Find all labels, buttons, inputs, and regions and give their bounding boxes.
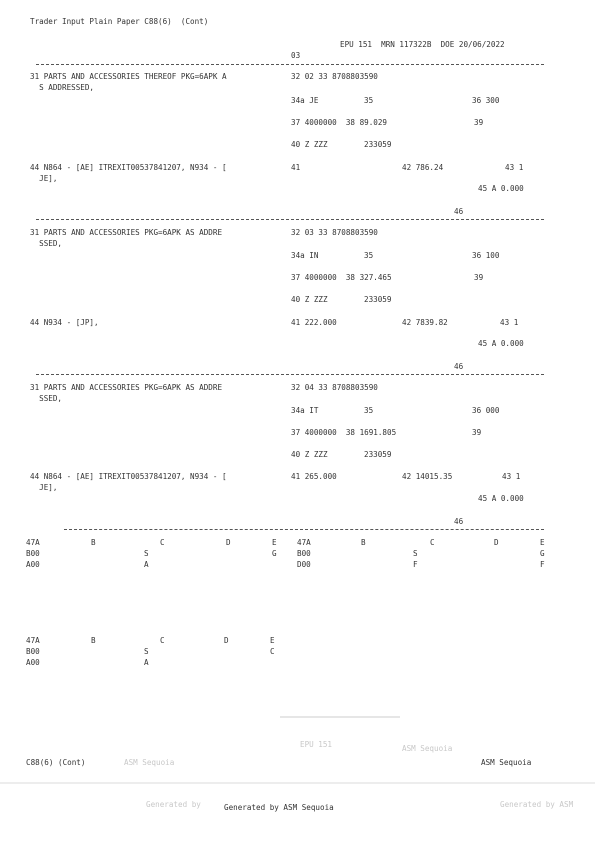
commodity-code: 32 02 33 8708803590 [291,72,378,81]
page-number: 03 [291,51,301,60]
grid-cell: D00 [297,560,311,569]
commodity-code: 32 03 33 8708803590 [291,228,378,237]
country-of-origin: 34a JE [291,96,319,105]
divider [36,374,544,375]
previous-document: 40 Z ZZZ [291,140,328,149]
grid-header: 47A [26,636,40,645]
preference: 36 000 [472,406,500,415]
goods-description-cont: S ADDRESSED, [30,83,95,92]
grid-cell: A [144,560,149,569]
statistical-value: 46 [454,517,464,526]
grid-header: E [540,538,545,547]
grid-cell: A00 [26,560,40,569]
goods-description: 31 PARTS AND ACCESSORIES PKG=6APK AS ADDRE [30,383,223,392]
item-price: 42 14015.35 [402,472,453,481]
bleed-through-mark [0,782,595,784]
divider [36,64,544,65]
grid-cell: C [270,647,275,656]
bleed-through-mark [280,716,400,718]
faint-brand: ASM Sequoia [402,744,453,753]
grid-cell: F [540,560,545,569]
grid-cell: B00 [26,549,40,558]
form-title: Trader Input Plain Paper C88(6) (Cont) [30,17,209,26]
procedure-net-mass: 37 4000000 38 327.465 [291,273,392,282]
grid-header: C [160,636,165,645]
form-code: C88(6) (Cont) [26,758,86,767]
quota: 39 [474,118,484,127]
supplementary-units: 41 [291,163,301,172]
grid-cell: S [144,647,149,656]
statistical-value: 46 [454,362,464,371]
grid-header: E [270,636,275,645]
grid-header: B [361,538,366,547]
valuation-adjustment: 45 A 0.000 [478,184,524,193]
previous-document-ref: 233059 [364,140,392,149]
item-price: 42 7839.82 [402,318,448,327]
goods-description: 31 PARTS AND ACCESSORIES PKG=6APK AS ADDRE [30,228,223,237]
grid-cell: B00 [26,647,40,656]
grid-header: 47A [26,538,40,547]
grid-cell: G [272,549,277,558]
grid-header: C [160,538,165,547]
additional-info: 44 N934 - [JP], [30,318,99,327]
additional-info: 44 N864 - [AE] ITREXIT00537841207, N934 - [ [30,472,227,481]
generated-by: Generated by ASM Sequoia [224,803,334,812]
additional-info-cont: JE], [30,483,58,492]
valuation-adjustment: 45 A 0.000 [478,494,524,503]
grid-header: C [430,538,435,547]
previous-document: 40 Z ZZZ [291,450,328,459]
valuation-method: 43 1 [502,472,521,481]
grid-cell: B00 [297,549,311,558]
grid-cell: A [144,658,149,667]
valuation-method: 43 1 [500,318,519,327]
goods-description: 31 PARTS AND ACCESSORIES THEREOF PKG=6APK A [30,72,227,81]
faint-generated: Generated by [146,800,201,809]
procedure-net-mass: 37 4000000 38 1691.805 [291,428,397,437]
grid-header: E [272,538,277,547]
divider [64,529,544,530]
goods-description-cont: SSED, [30,239,63,248]
grid-header: D [226,538,231,547]
preference: 36 300 [472,96,500,105]
faint-reference: EPU 151 [300,740,333,749]
additional-info: 44 N864 - [AE] ITREXIT00537841207, N934 - [ [30,163,227,172]
brand-name: ASM Sequoia [481,758,532,767]
grid-header: 47A [297,538,311,547]
quota: 39 [472,428,482,437]
faint-generated: Generated by ASM [500,800,574,809]
gross-mass: 35 [364,406,374,415]
goods-description-cont: SSED, [30,394,63,403]
grid-cell: A00 [26,658,40,667]
previous-document-ref: 233059 [364,295,392,304]
divider [36,219,544,220]
country-of-origin: 34a IN [291,251,319,260]
faint-brand: ASM Sequoia [124,758,175,767]
grid-cell: S [413,549,418,558]
valuation-method: 43 1 [505,163,524,172]
grid-cell: G [540,549,545,558]
additional-info-cont: JE], [30,174,58,183]
commodity-code: 32 04 33 8708803590 [291,383,378,392]
gross-mass: 35 [364,251,374,260]
declaration-reference: EPU 151 MRN 117322B DOE 20/06/2022 [340,40,505,49]
valuation-adjustment: 45 A 0.000 [478,339,524,348]
grid-header: D [494,538,499,547]
statistical-value: 46 [454,207,464,216]
grid-header: B [91,636,96,645]
grid-cell: F [413,560,418,569]
previous-document: 40 Z ZZZ [291,295,328,304]
grid-header: D [224,636,229,645]
preference: 36 100 [472,251,500,260]
country-of-origin: 34a IT [291,406,319,415]
item-price: 42 786.24 [402,163,444,172]
procedure-net-mass: 37 4000000 38 89.029 [291,118,388,127]
previous-document-ref: 233059 [364,450,392,459]
grid-cell: S [144,549,149,558]
quota: 39 [474,273,484,282]
grid-header: B [91,538,96,547]
supplementary-units: 41 265.000 [291,472,337,481]
gross-mass: 35 [364,96,374,105]
supplementary-units: 41 222.000 [291,318,337,327]
